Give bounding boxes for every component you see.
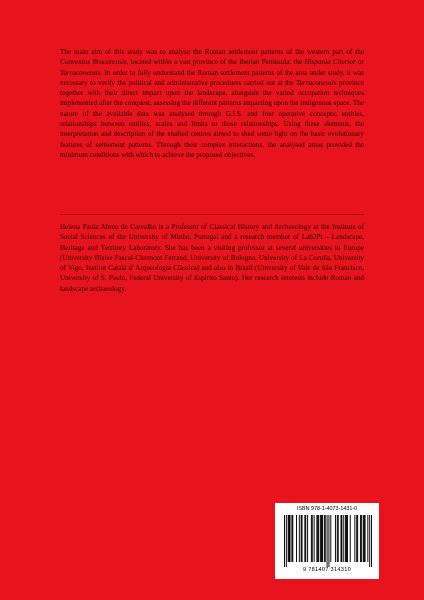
barcode-bar xyxy=(364,515,365,562)
barcode-bar xyxy=(288,515,289,562)
barcode-bar xyxy=(312,515,313,562)
author-bio: Helena Paula Abreu de Carvalho is a Professor of Classical History and Archaeology at the Institute of Social Sciences of the University of Minho, Portugal and a research member of Lab2Pt – Landscape, Heritage and Territory Laboratory. She has been a visiting professor at several universities in Europe (University Blaise Pascal-Clermont Ferrand, University of Bologna, University of La Coruña, University of Vigo, Institut Català d' Arqueologia Clàssica) and also in Brazil (University of Vale de São Francisco, University of S. Paulo, Federal University of Espírito Santo). Her research interests include Roman and landscape archaeology. xyxy=(60,223,364,293)
barcode-bar xyxy=(350,515,351,562)
barcode-bar xyxy=(356,515,357,562)
barcode-bar xyxy=(286,515,287,567)
barcode-bar xyxy=(299,515,300,562)
abstract-text-4: . In order to fully understand the Roman settlement patterns of the area under study, it was necessary to verify the political and administrative procedures carried out at the xyxy=(60,68,364,87)
barcode-bar xyxy=(317,515,318,562)
barcode-bar xyxy=(338,515,339,562)
barcode-bar xyxy=(325,515,326,562)
barcode-bar xyxy=(284,515,285,567)
barcode-bar xyxy=(357,515,358,562)
barcode-bar xyxy=(292,515,293,562)
abstract-paragraph xyxy=(60,47,364,160)
barcode-bar xyxy=(318,515,319,562)
barcode-bar xyxy=(330,515,331,562)
barcode-bar xyxy=(360,515,361,562)
barcode-bar xyxy=(314,515,315,562)
barcode-bar xyxy=(346,515,347,562)
barcode-bar xyxy=(296,515,297,562)
barcode-bar xyxy=(321,515,322,562)
abstract-text-5: province together with their direct impact upon the landscape, alongside the varied occupation techniques implemented after the conquest, assessing the different patterns impacting upon the indigenous space. The nature of the available data was analysed through G.I.S. and four operative concepts: entities, relationships between entities, scales and limits to those relationships. Using these elements, the interpretation and description of the studied centres aimed to shed some light on the basic evolutionary features of settlement patterns. Through their complex interactions, the analysed areas provided the minimum conditions with which to achieve the proposed objectives. xyxy=(60,78,364,159)
barcode-digits: 9 781407 314310 xyxy=(302,567,352,573)
abstract-term-tarraconensis-2: Tarraconensis xyxy=(296,78,337,87)
abstract-term-tarraconensis: Tarraconensis xyxy=(60,68,101,77)
barcode-bar xyxy=(305,515,306,562)
barcode-bar xyxy=(290,515,291,562)
abstract-text-1: The main aim of this study was to analyse the Roman settlement patterns of the western part of the xyxy=(60,48,364,56)
section-divider xyxy=(60,214,364,215)
barcode-bar xyxy=(316,515,317,562)
barcode-bar xyxy=(307,515,308,562)
barcode-bars xyxy=(284,515,372,567)
barcode-bar xyxy=(289,515,290,562)
barcode-bar xyxy=(322,515,323,562)
barcode-bar xyxy=(371,515,372,567)
barcode-bar xyxy=(301,515,302,562)
abstract-text-3: or xyxy=(355,58,365,67)
abstract-term-conventus: Conventus Bracarensis xyxy=(60,58,127,67)
barcode-bar xyxy=(369,515,370,567)
abstract-term-hispania: Hispania Citerior xyxy=(304,58,356,67)
barcode-bar xyxy=(343,515,344,562)
barcode-bar xyxy=(341,515,342,562)
barcode-bar xyxy=(304,515,305,562)
barcode-bar xyxy=(320,515,321,562)
isbn-barcode xyxy=(275,503,379,579)
barcode-bar xyxy=(367,515,368,562)
barcode-bar xyxy=(363,515,364,562)
barcode-bar xyxy=(345,515,346,562)
barcode-bar xyxy=(302,515,303,562)
barcode-bar xyxy=(328,515,329,567)
barcode-bar xyxy=(341,515,342,562)
barcode-bar xyxy=(354,515,355,562)
abstract-text-2: , located within a vast province of the Iberian Peninsula: the xyxy=(126,58,305,67)
barcode-bar xyxy=(327,515,328,567)
isbn-label: ISBN 978-1-4073-1431-0 xyxy=(296,506,358,512)
barcode-bar xyxy=(361,515,362,562)
barcode-bar xyxy=(365,515,366,562)
barcode-bar xyxy=(347,515,348,562)
barcode-bar xyxy=(335,515,336,562)
barcode-bar xyxy=(291,515,292,562)
barcode-bar xyxy=(337,515,338,562)
barcode-bar xyxy=(311,515,312,562)
barcode-bar xyxy=(324,515,325,562)
